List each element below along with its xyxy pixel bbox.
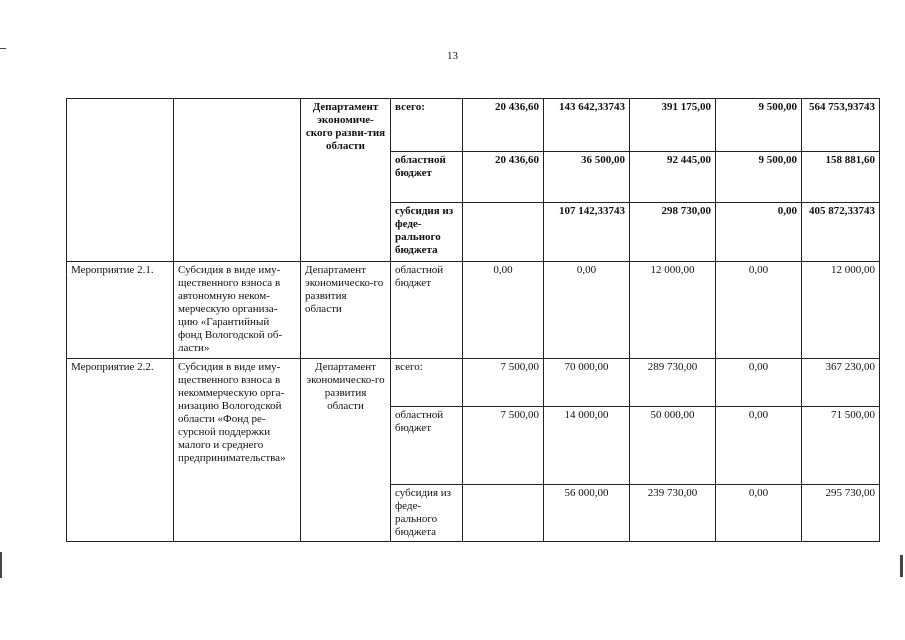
cell-value: 50 000,00 xyxy=(630,407,716,485)
cell-value: 71 500,00 xyxy=(802,407,880,485)
cell-code-empty xyxy=(67,99,174,262)
cell-name-empty xyxy=(174,99,301,262)
cell-value: 56 000,00 xyxy=(544,485,630,542)
cell-value: 0,00 xyxy=(716,203,802,262)
table-row xyxy=(67,359,880,407)
table-row xyxy=(67,262,880,359)
cell-source: всего: xyxy=(391,99,463,152)
cell-value: 12 000,00 xyxy=(802,262,880,359)
cell-value: 12 000,00 xyxy=(630,262,716,359)
cell-value: 9 500,00 xyxy=(716,99,802,152)
cell-source: областной бюджет xyxy=(391,262,463,359)
cell-source: областной бюджет xyxy=(391,407,463,485)
cell-value: 239 730,00 xyxy=(630,485,716,542)
cell-value: 405 872,33743 xyxy=(802,203,880,262)
cell-value: 107 142,33743 xyxy=(544,203,630,262)
cell-value: 70 000,00 xyxy=(544,359,630,407)
table-row xyxy=(67,99,880,152)
cell-value: 9 500,00 xyxy=(716,152,802,203)
cell-value: 7 500,00 xyxy=(463,359,544,407)
cell-executor: Департамент экономиче-ского разви-тия области xyxy=(301,99,391,262)
cell-value: 0,00 xyxy=(544,262,630,359)
cell-value: 20 436,60 xyxy=(463,99,544,152)
funding-table xyxy=(66,98,880,542)
cell-value xyxy=(463,485,544,542)
cell-executor: Департамент экономическо-го развития области xyxy=(301,359,391,542)
cell-measure-code: Мероприятие 2.2. xyxy=(67,359,174,542)
cell-value: 14 000,00 xyxy=(544,407,630,485)
cell-value: 36 500,00 xyxy=(544,152,630,203)
cell-value: 367 230,00 xyxy=(802,359,880,407)
scan-mark-right xyxy=(900,555,903,577)
cell-value: 143 642,33743 xyxy=(544,99,630,152)
cell-value: 295 730,00 xyxy=(802,485,880,542)
cell-value: 20 436,60 xyxy=(463,152,544,203)
cell-value: 92 445,00 xyxy=(630,152,716,203)
page-number: 13 xyxy=(447,50,458,62)
cell-value: 0,00 xyxy=(716,485,802,542)
scan-mark-tick xyxy=(0,48,6,49)
cell-source: всего: xyxy=(391,359,463,407)
scan-mark-left xyxy=(0,552,2,578)
cell-value: 564 753,93743 xyxy=(802,99,880,152)
cell-measure-code: Мероприятие 2.1. xyxy=(67,262,174,359)
cell-value: 289 730,00 xyxy=(630,359,716,407)
cell-source: областной бюджет xyxy=(391,152,463,203)
cell-measure-name: Субсидия в виде иму-щественного взноса в автономную неком-мерческую организа-цию «Гарантийный фонд Вологодской об-ласти» xyxy=(174,262,301,359)
cell-value: 0,00 xyxy=(716,262,802,359)
cell-value: 391 175,00 xyxy=(630,99,716,152)
cell-source: субсидия из феде-рального бюджета xyxy=(391,485,463,542)
cell-measure-name: Субсидия в виде иму-щественного взноса в некоммерческую орга-низацию Вологодской области «Фонд ре-сурсной поддержки малого и среднего предпринимательства» xyxy=(174,359,301,542)
cell-value: 0,00 xyxy=(463,262,544,359)
cell-value: 0,00 xyxy=(716,407,802,485)
cell-value xyxy=(463,203,544,262)
cell-executor: Департамент экономическо-го развития области xyxy=(301,262,391,359)
cell-value: 7 500,00 xyxy=(463,407,544,485)
cell-value: 0,00 xyxy=(716,359,802,407)
cell-value: 298 730,00 xyxy=(630,203,716,262)
cell-source: субсидия из феде-рального бюджета xyxy=(391,203,463,262)
cell-value: 158 881,60 xyxy=(802,152,880,203)
